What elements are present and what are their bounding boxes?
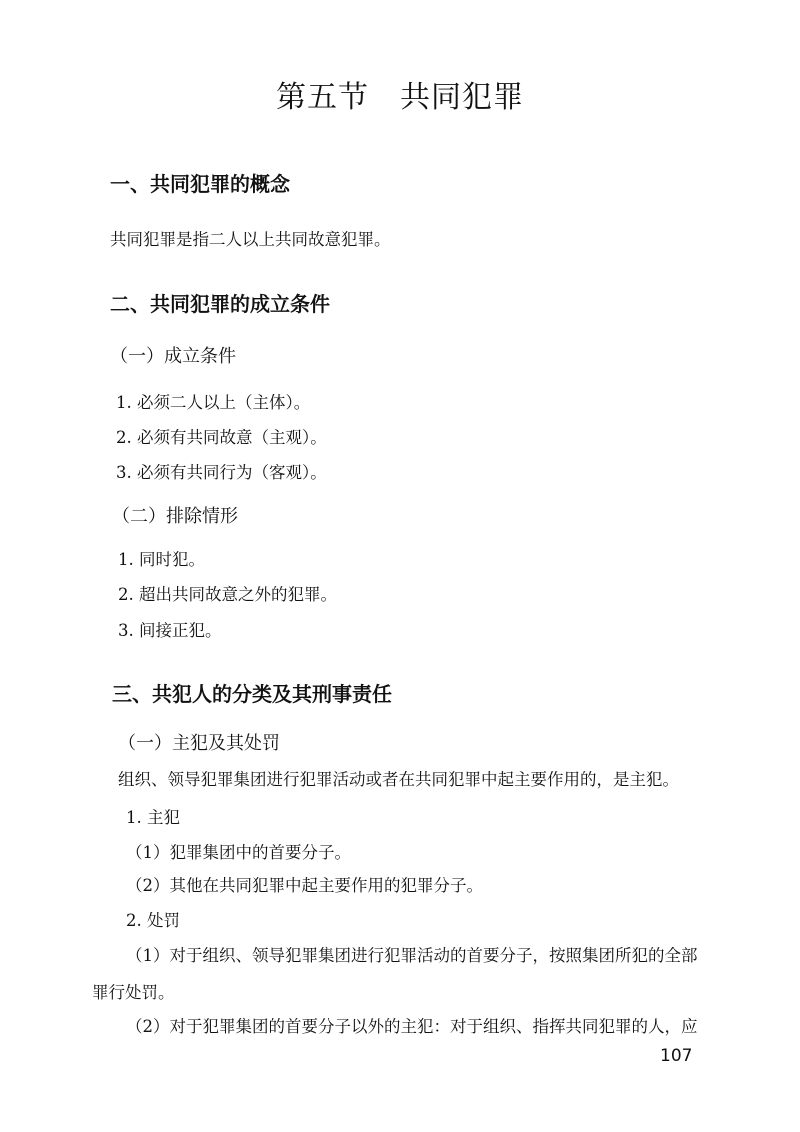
list-item: 1. 必须二人以上（主体）。 [116, 393, 311, 412]
subheading-conditions: （一）成立条件 [110, 346, 236, 367]
concept-text: 共同犯罪是指二人以上共同故意犯罪。 [110, 230, 391, 249]
list-item: 2. 处罚 [126, 911, 180, 930]
principal-definition: 组织、领导犯罪集团进行犯罪活动或者在共同犯罪中起主要作用的，是主犯。 [118, 770, 679, 789]
list-item: （1）犯罪集团中的首要分子。 [126, 843, 351, 862]
section-heading-classification: 三、共犯人的分类及其刑事责任 [112, 682, 392, 706]
list-item: 2. 超出共同故意之外的犯罪。 [118, 585, 337, 604]
section-heading-conditions: 二、共同犯罪的成立条件 [110, 292, 330, 316]
list-item: 罪行处罚。 [92, 983, 175, 1002]
section-heading-concept: 一、共同犯罪的概念 [110, 172, 290, 196]
list-item: 2. 必须有共同故意（主观）。 [116, 428, 327, 447]
subheading-exclusions: （二）排除情形 [112, 506, 238, 527]
page-number: 107 [660, 1046, 693, 1066]
subheading-principal: （一）主犯及其处罚 [118, 733, 280, 754]
list-item: （2）对于犯罪集团的首要分子以外的主犯：对于组织、指挥共同犯罪的人，应 [126, 1017, 698, 1036]
list-item: （2）其他在共同犯罪中起主要作用的犯罪分子。 [126, 876, 483, 895]
page-title: 第五节 共同犯罪 [276, 80, 524, 115]
list-item: 3. 间接正犯。 [118, 621, 222, 640]
list-item: （1）对于组织、领导犯罪集团进行犯罪活动的首要分子，按照集团所犯的全部 [126, 946, 698, 965]
list-item: 1. 主犯 [126, 808, 180, 827]
list-item: 1. 同时犯。 [118, 550, 205, 569]
list-item: 3. 必须有共同行为（客观）。 [116, 463, 327, 482]
